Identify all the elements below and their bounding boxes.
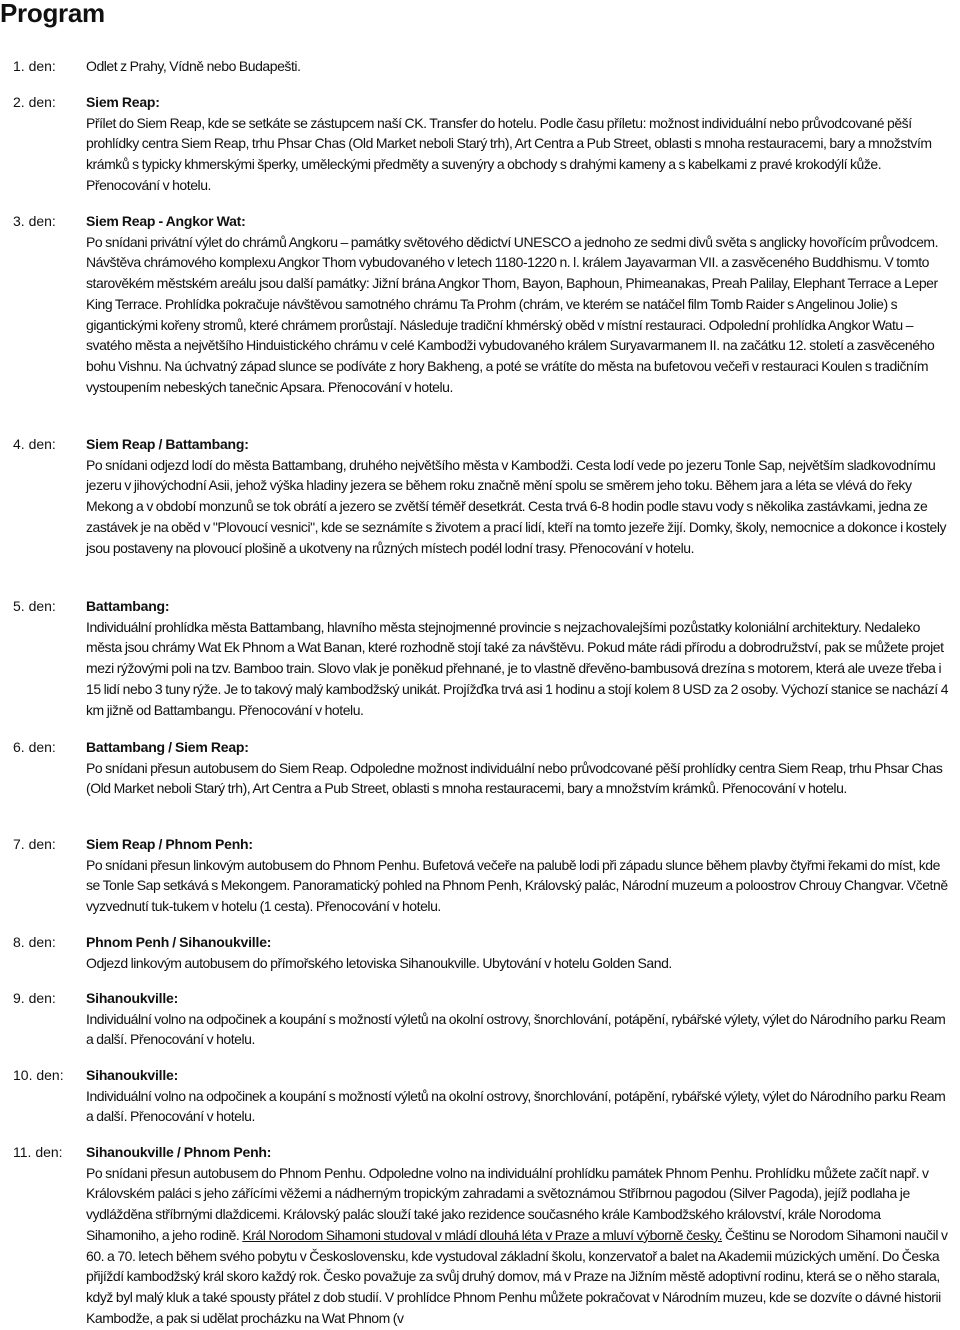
day-heading: Siem Reap: <box>86 94 160 110</box>
day-label: 10. den: <box>13 1067 64 1083</box>
day-text: Přílet do Siem Reap, kde se setkáte se zástupcem naší CK. Transfer do hotelu. Podle času příletu: možnost individuální nebo průvodcované pěší prohlídky centra Siem Reap, trhu Phsar Chas (Old Market neboli Starý trh), Art Centra a Pub Street, oblasti s mnoha restauracemi, bary a množstvím krámků s typicky khmerskými šperky, uměleckými předměty a suvenýry a obchody s drahými kameny a s kabelkami z pravé krokodýlí kůže. Přenocování v hotelu. <box>86 114 932 193</box>
day-body <box>86 1142 954 1328</box>
day-text: Po snídani přesun linkovým autobusem do Phnom Penhu. Bufetová večeře na palubě lodi při západu slunce během plavby čtyřmi řekami do míst, kde se Tonle Sap setkává s Mekongem. Panoramatický pohled na Phnom Penh, Královský palác, Národní muzeum a poloostrov Chrouy Changvar. Včetně vyzvednutí tuk-tukem v hotelu (1 cesta). Přenocování v hotelu. <box>86 856 948 915</box>
day-label: 9. den: <box>13 990 56 1006</box>
day-heading: Siem Reap / Phnom Penh: <box>86 836 253 852</box>
day-heading: Sihanoukville: <box>86 990 179 1006</box>
day-heading: Sihanoukville: <box>86 1067 179 1083</box>
day-text-part: Po snídani přesun autobusem do Phnom Penhu. Odpoledne volno na individuální prohlídku památek Phnom Penhu. Prohlídku můžete začít např. v Královském paláci s jeho zářícími věžemi a nádherným tropickým zahradami a světoznámou Stříbrnou pagodou (Silver Pagoda), jejíž podlaha je vydlážděna stříbrnými dlaždicemi. Královský palác slouží také jako rezidence současného krále Kambodžského království, krále Norodoma Sihamoniho, a jeho rodině. <box>86 1164 929 1243</box>
day-label: 2. den: <box>13 94 56 110</box>
day-label: 4. den: <box>13 436 56 452</box>
underlined-sentence: Král Norodom Sihamoni studoval v mládí dlouhá léta v Praze a mluví výborně česky. <box>242 1226 723 1243</box>
day-label: 7. den: <box>13 836 56 852</box>
day-body <box>86 988 954 1050</box>
day-label: 11. den: <box>13 1144 63 1160</box>
day-text: Po snídani přesun autobusem do Siem Reap. Odpoledne možnost individuální nebo průvodcované pěší prohlídky centra Siem Reap, trhu Phsar Chas (Old Market neboli Starý trh), Art Centra a Pub Street, oblasti s mnoha restauracemi, bary a množstvím krámků. Přenocování v hotelu. <box>86 759 943 797</box>
day-label: 8. den: <box>13 934 56 950</box>
day-heading: Siem Reap - Angkor Wat: <box>86 213 246 229</box>
day-body <box>86 932 954 973</box>
day-body <box>86 211 954 397</box>
day-label: 3. den: <box>13 213 56 229</box>
day-text: Individuální volno na odpočinek a koupání s možností výletů na okolní ostrovy, šnorchlování, potápění, rybářské výlety, výlet do Národního parku Ream a další. Přenocování v hotelu. <box>86 1010 946 1048</box>
day-text: Po snídani privátní výlet do chrámů Angkoru – památky světového dědictví UNESCO a jednoho ze sedmi divů světa s anglicky hovořícím průvodcem. Návštěva chrámového komplexu Angkor Thom vybudovaného v letech 1180-1220 n. l. králem Jayavarman VII. a zasvěceného Buddhismu. V tomto starověkém městském areálu jsou další památky: Jižní brána Angkor Thom, Bayon, Baphoun, Phimeanakas, Preah Palilay, Elephant Terrace a Leper King Terrace. Prohlídka pokračuje návštěvou samotného chrámu Ta Prohm (chrám, ve kterém se natáčel film Tomb Raider s Angelinou Jolie) s gigantickými kořeny stromů, které chrámem prorůstají. Následuje tradiční khmérský oběd v místní restauraci. Odpolední prohlídka Angkor Watu – svatého města a největšího Hinduistického chrámu v celé Kambodži vybudovaného králem Suryavarmanem II. na začátku 12. století a zasvěceného bohu Vishnu. Na úchvatný západ slunce se podíváte z hory Bakheng, a poté se vrátíte do města na bufetovou večeři v restauraci Koulen s tradičním vystoupením nebeských tanečnic Apsara. Přenocování v hotelu. <box>86 233 939 395</box>
page-title: Program <box>0 0 105 28</box>
day-body <box>86 596 954 720</box>
day-text <box>86 1163 954 1329</box>
day-label: 6. den: <box>13 739 56 755</box>
day-body <box>86 737 954 799</box>
day-body <box>86 434 954 558</box>
day-heading: Battambang: <box>86 598 170 614</box>
day-heading: Sihanoukville / Phnom Penh: <box>86 1144 272 1160</box>
day-text-part: Češtinu se Norodom Sihamoni naučil v 60. a 70. letech během svého pobytu v Československu, kde vystudoval základní školu, konzervatoř a balet na Akademii múzických umění. Do Česka přijíždí kambodžský král skoro každý rok. Česko považuje za svůj druhý domov, má v Praze na Jižním městě adoptivní rodinu, která se o něho starala, když byl malý kluk a také spousty přátel z dob studií. V prohlídce Phnom Penhu můžete pokračovat v Národním muzeu, kde se dozvíte o dávné historii Kambodže, a pak si udělat procházku na Wat Phnom (v <box>86 1226 948 1326</box>
day-body <box>86 834 954 917</box>
day-text: Individuální prohlídka města Battambang, hlavního města stejnojmenné provincie s nejzachovalejšími pozůstatky koloniální architektury. Nedaleko města jsou chrámy Wat Ek Phnom a Wat Banan, které rozhodně stojí také za návštěvu. Pokud máte rádi přírodu a dobrodružství, pak se můžete projet mezi rýžovými poli na tzv. Bamboo train. Slovo vlak je poněkud přehnané, je to vlastně dřevěno-bambusová drezína s motorem, která ale uveze třeba i 15 lidí nebo 3 tuny rýže. Je to takový malý kambodžský unikát. Projížďka trvá asi 1 hodinu a stojí kolem 8 USD za 2 osoby. Výchozí stanice se nachází 4 km jižně od Battambangu. Přenocování v hotelu. <box>86 618 949 718</box>
day-text: Odjezd linkovým autobusem do přímořského letoviska Sihanoukville. Ubytování v hotelu Golden Sand. <box>86 954 672 971</box>
day-label: 1. den: <box>13 58 56 74</box>
day-text: Odlet z Prahy, Vídně nebo Budapešti. <box>86 58 301 74</box>
day-heading: Phnom Penh / Sihanoukville: <box>86 934 272 950</box>
day-label: 5. den: <box>13 598 56 614</box>
day-text: Po snídani odjezd lodí do města Battambang, druhého největšího města v Kambodži. Cesta lodí vede po jezeru Tonle Sap, největším sladkovodnímu jezeru v jihovýchodní Asii, jehož výška hladiny jezera se během roku značně mění spolu se směrem jeho toku. Během jara a léta se vlévá do řeky Mekong a v období monzunů se tok obrátí a jezero se zvětší téměř desetkrát. Cesta trvá 6-8 hodin podle stavu vody s několika zastávkami, jedna ze zastávek je na oběd v "Plovoucí vesnici", kde se seznámíte s životem a prací lidí, kteří na tomto jezeře žijí. Domky, školy, nemocnice a dokonce i kostely jsou postaveny na plovoucí plošině a ukotveny na různých místech podél lodní trasy. Přenocování v hotelu. <box>86 456 947 556</box>
day-body <box>86 56 954 77</box>
day-body <box>86 92 954 196</box>
day-text: Individuální volno na odpočinek a koupání s možností výletů na okolní ostrovy, šnorchlování, potápění, rybářské výlety, výlet do Národního parku Ream a další. Přenocování v hotelu. <box>86 1087 946 1125</box>
day-heading: Siem Reap / Battambang: <box>86 436 249 452</box>
day-body <box>86 1065 954 1127</box>
day-heading: Battambang / Siem Reap: <box>86 739 249 755</box>
